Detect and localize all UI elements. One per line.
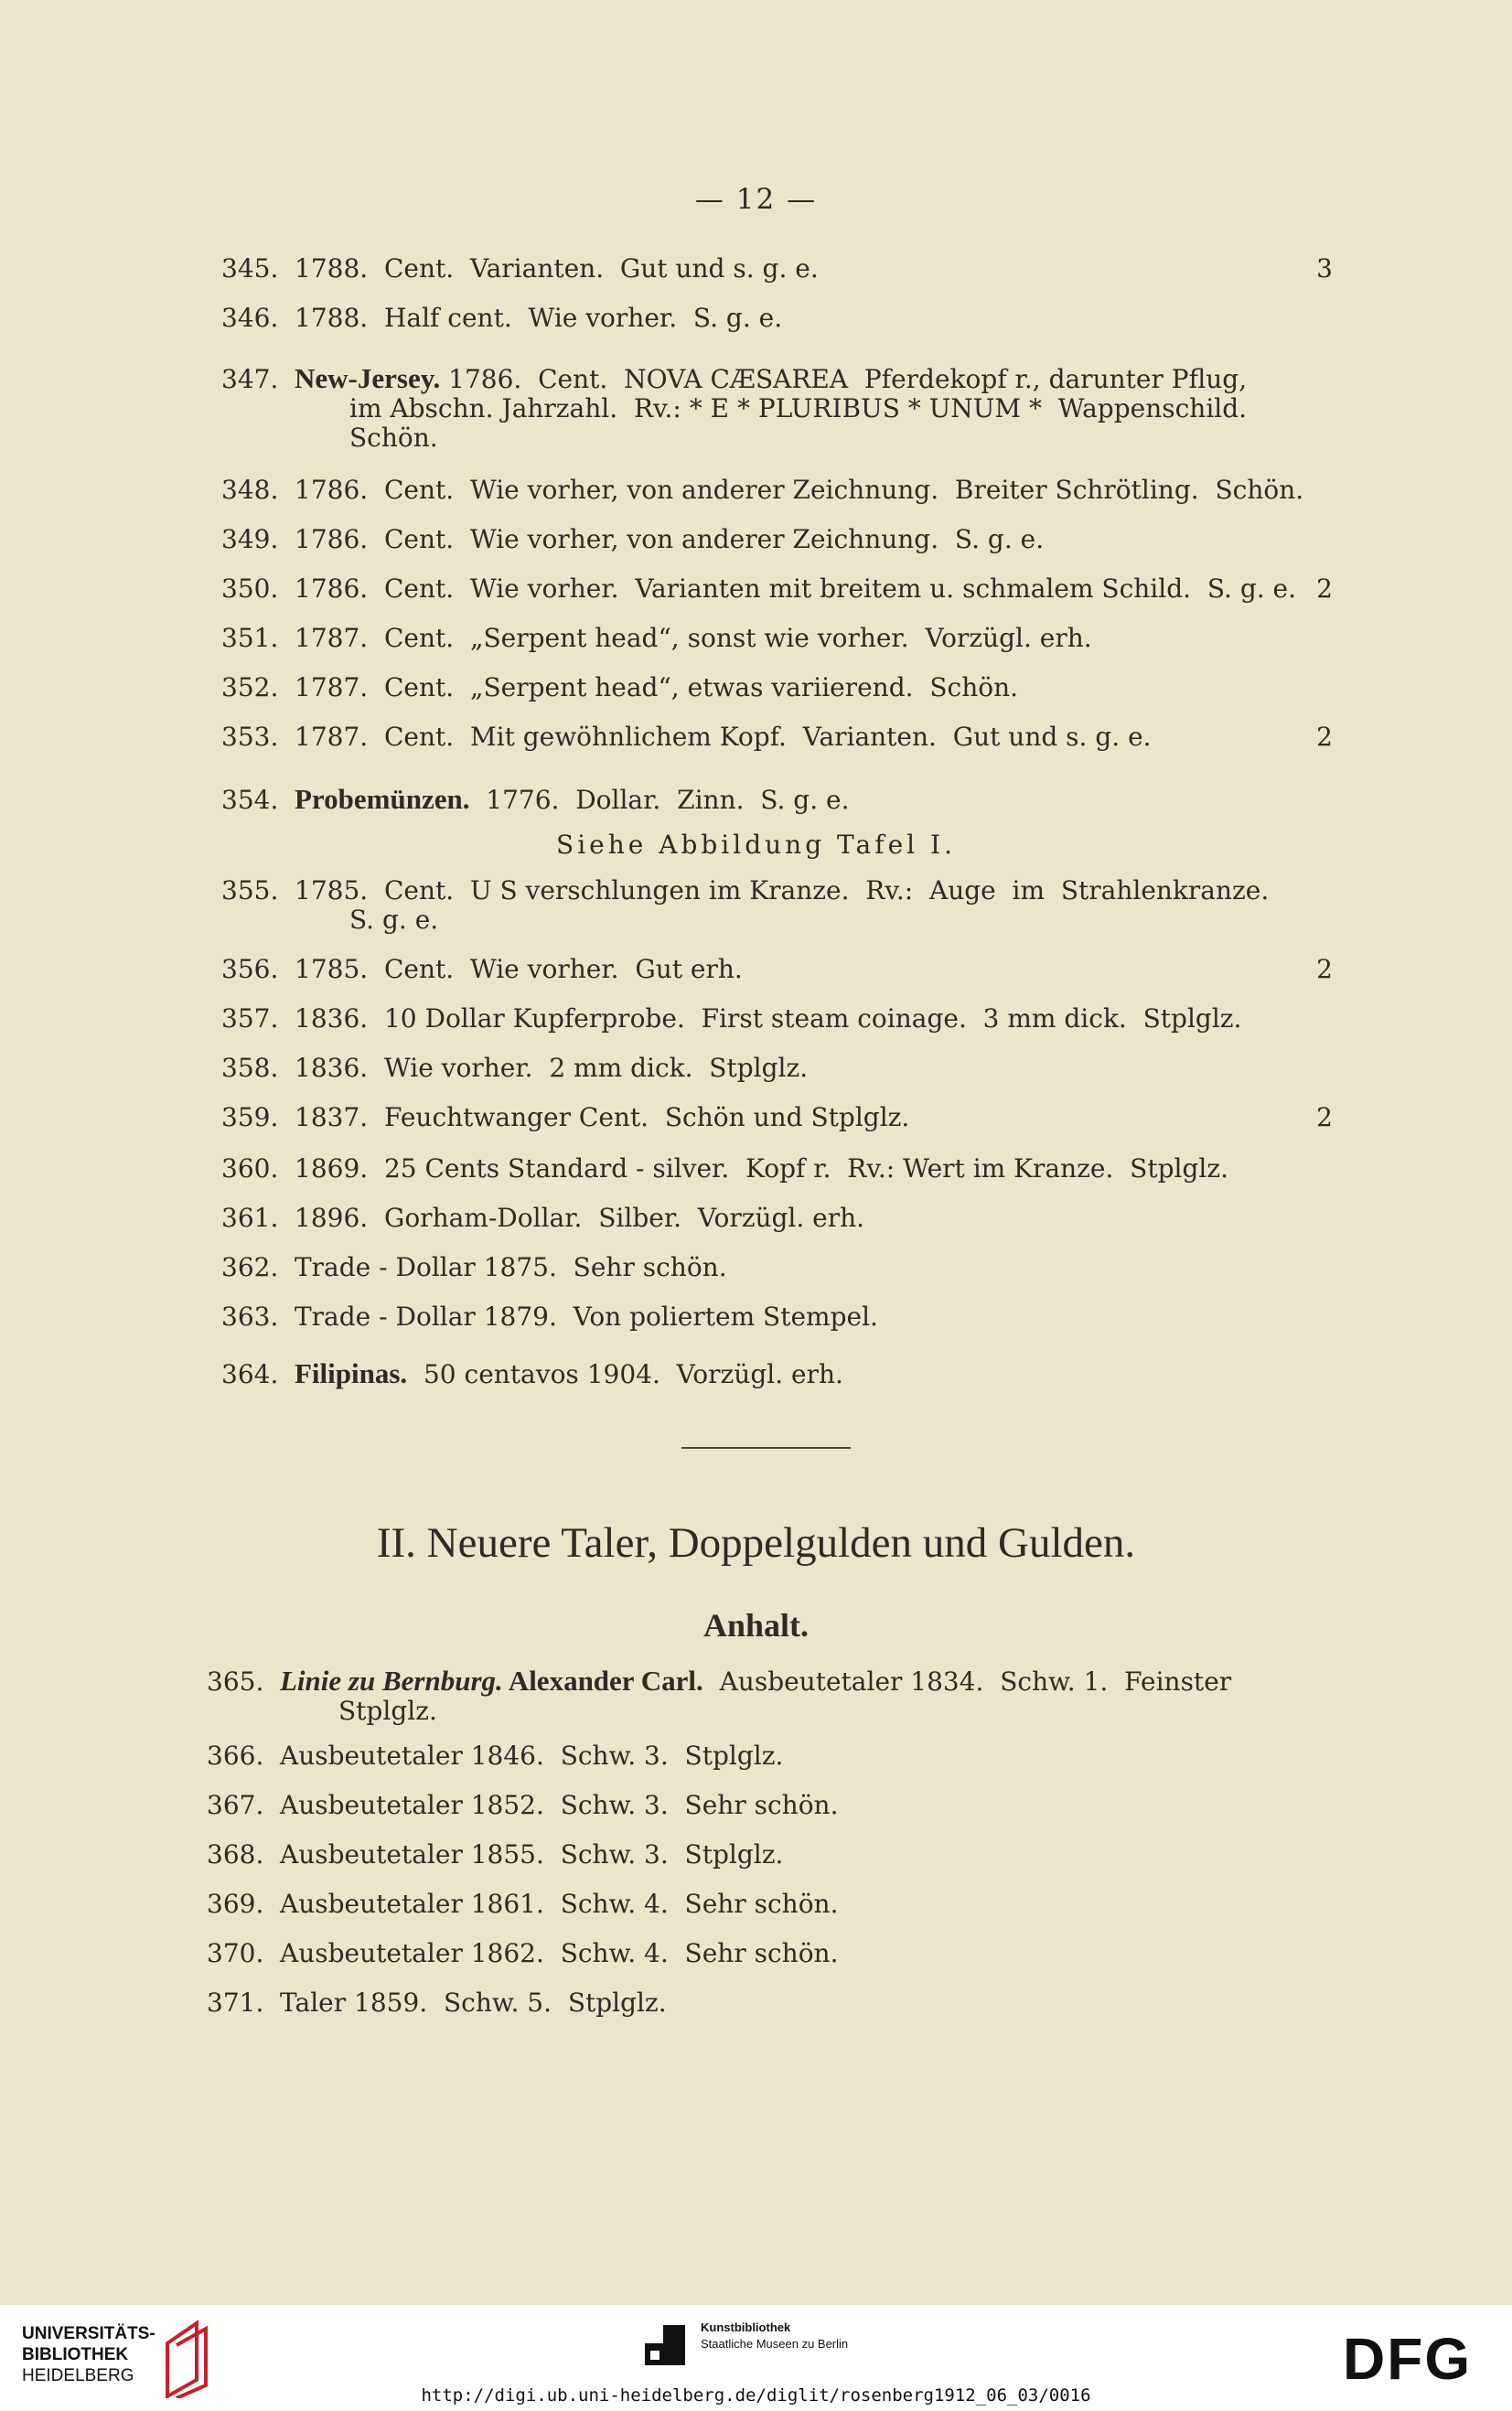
entry-number: 346. [221,303,279,333]
catalog-entry [221,364,1333,451]
entry-text: 1836. 10 Dollar Kupferprobe. First steam coinage. 3 mm dick. Stplglz. [295,1003,1242,1034]
entry-number: 357. [221,1003,279,1034]
entry-price: 2 [1316,1102,1333,1132]
entry-heading: Probemünzen. [295,783,470,815]
entry-number: 355. [221,875,279,905]
entry-text: 1786. Cent. Wie vorher. Varianten mit breitem u. schmalem Schild. S. g. e. [295,573,1297,604]
entry-number: 363. [221,1302,279,1332]
entry-number: 348. [221,475,279,505]
entry-text: Ausbeutetaler 1852. Schw. 3. Sehr schön. [280,1790,839,1820]
entry-text: Ausbeutetaler 1846. Schw. 3. Stplglz. [280,1741,784,1771]
separator-rule [681,1447,851,1449]
entry-heading: New-Jersey. [295,362,441,394]
entry-text: 1837. Feuchtwanger Cent. Schön und Stplglz. [295,1102,910,1132]
entry-text: 1836. Wie vorher. 2 mm dick. Stplglz. [295,1053,809,1083]
catalog-entry [207,1891,1314,1917]
entry-heading: Filipinas. [295,1357,408,1389]
entry-text: 1788. Cent. Varianten. Gut und s. g. e. [295,253,819,284]
entry-number: 345. [221,253,279,284]
catalog-entry [207,1938,1314,1968]
entry-continuation: S. g. e. [349,905,439,935]
entry-text: 1788. Half cent. Wie vorher. S. g. e. [295,303,783,333]
catalog-entry [221,1003,1333,1034]
catalog-entry [221,785,1333,813]
entry-price: 2 [1316,722,1333,752]
entry-text: 1776. Dollar. Zinn. S. g. e. [469,785,850,815]
entry-text: Taler 1859. Schw. 5. Stplglz. [280,1988,667,2018]
entry-continuation: Stplglz. [338,1696,437,1726]
entry-number: 356. [221,954,279,984]
catalog-entry [221,724,1333,750]
entry-number: 349. [221,524,279,554]
catalog-entry [221,1203,1333,1233]
catalog-entry [221,1153,1333,1184]
dfg-logo[interactable]: DFG [1343,2326,1473,2392]
see-plate-text: Siehe Abbildung Tafel I. [556,830,956,860]
catalog-entry [221,1359,1333,1388]
entry-text: 1896. Gorham-Dollar. Silber. Vorzügl. erh. [295,1203,865,1233]
entry-price: 3 [1316,253,1333,284]
uni-line-3: HEIDELBERG [22,2366,134,2385]
entry-number: 359. [221,1102,279,1132]
entry-number: 347. [221,364,279,394]
entry-continuation: Schön. [349,423,438,453]
entry-text: 1785. Cent. U S verschlungen im Kranze. Rv.: Auge im Strahlenkranze. [295,875,1270,905]
entry-number: 352. [221,672,279,702]
entry-price: 2 [1316,954,1333,984]
see-plate-note [0,830,1512,860]
entry-text: 50 centavos 1904. Vorzügl. erh. [407,1359,843,1389]
entry-text: Ausbeutetaler 1834. Schw. 1. Feinster [702,1666,1232,1697]
entry-text: 1787. Cent. „Serpent head“, sonst wie vorher. Vorzügl. erh. [295,623,1092,653]
entry-text: 1786. Cent. NOVA CÆSAREA Pferdekopf r., darunter Pflug, [440,364,1248,394]
catalog-entry [221,1252,1333,1282]
page-number: — 12 — [694,183,818,216]
catalog-entry [221,305,1333,331]
entry-text: 1786. Cent. Wie vorher, von anderer Zeichnung. Breiter Schrötling. Schön. [295,475,1304,505]
catalog-entry [221,1304,1333,1330]
catalog-entry [207,1790,1314,1820]
kb-line-1: Kunstbibliothek [701,2320,791,2334]
entry-number: 358. [221,1053,279,1083]
entry-number: 370. [207,1938,264,1968]
kb-line-2: Staatliche Museen zu Berlin [701,2337,849,2351]
entry-number: 367. [207,1790,264,1820]
entry-heading: Alexander Carl. [502,1665,703,1697]
catalog-entry [221,875,1333,935]
uni-line-2: BIBLIOTHEK [22,2345,129,2364]
catalog-entry [221,524,1333,554]
catalog-entry [207,1666,1314,1724]
entry-continuation: im Abschn. Jahrzahl. Rv.: * E * PLURIBUS * UNUM * Wappenschild. [349,393,1248,423]
entry-number: 362. [221,1252,279,1282]
entry-text: 1785. Cent. Wie vorher. Gut erh. [295,954,743,984]
uni-line-1: UNIVERSITÄTS- [22,2324,155,2343]
catalog-entry [221,954,1333,984]
entry-number: 353. [221,722,279,752]
entry-text: Ausbeutetaler 1862. Schw. 4. Sehr schön. [280,1938,839,1968]
catalog-entry [221,253,1333,284]
entry-number: 366. [207,1741,264,1771]
entry-number: 351. [221,623,279,653]
catalog-entry [221,672,1333,702]
entry-text: Trade - Dollar 1875. Sehr schön. [295,1252,727,1282]
catalog-entry [207,1743,1314,1769]
entry-number: 364. [221,1359,279,1389]
entry-heading-italic: Linie zu Bernburg. [280,1665,503,1697]
catalog-entry [221,1102,1333,1132]
entry-text: 1786. Cent. Wie vorher, von anderer Zeichnung. S. g. e. [295,524,1045,554]
catalog-entry [221,623,1333,653]
section-title: II. Neuere Taler, Doppelgulden und Gulden. [376,1519,1136,1567]
entry-number: 354. [221,785,279,815]
catalog-entry [207,1839,1314,1870]
entry-text: 1869. 25 Cents Standard - silver. Kopf r. Rv.: Wert im Kranze. Stplglz. [295,1153,1229,1184]
catalog-entry [221,573,1333,604]
catalog-entry [207,1990,1314,2016]
entry-text: Ausbeutetaler 1855. Schw. 3. Stplglz. [280,1839,784,1870]
entry-number: 361. [221,1203,279,1233]
entry-number: 369. [207,1889,264,1919]
subsection-title: Anhalt. [702,1607,810,1644]
entry-number: 371. [207,1988,264,2018]
entry-number: 360. [221,1153,279,1184]
catalog-entry [221,1055,1333,1081]
entry-text: Ausbeutetaler 1861. Schw. 4. Sehr schön. [280,1889,839,1919]
university-library-logo[interactable] [22,2323,155,2386]
permalink-url[interactable]: http://digi.ub.uni-heidelberg.de/diglit/rosenberg1912_06_03/0016 [421,2385,1091,2406]
footer-bar [0,2305,1512,2411]
entry-number: 368. [207,1839,264,1870]
entry-number: 350. [221,573,279,604]
catalog-entry [221,477,1333,503]
entry-text: Trade - Dollar 1879. Von poliertem Stempel. [295,1302,878,1332]
entry-price: 2 [1316,573,1333,604]
entry-text: 1787. Cent. Mit gewöhnlichem Kopf. Varianten. Gut und s. g. e. [295,722,1152,752]
entry-text: 1787. Cent. „Serpent head“, etwas variierend. Schön. [295,672,1019,702]
kunstbibliothek-logo-icon [645,2325,685,2365]
entry-number: 365. [207,1666,264,1697]
